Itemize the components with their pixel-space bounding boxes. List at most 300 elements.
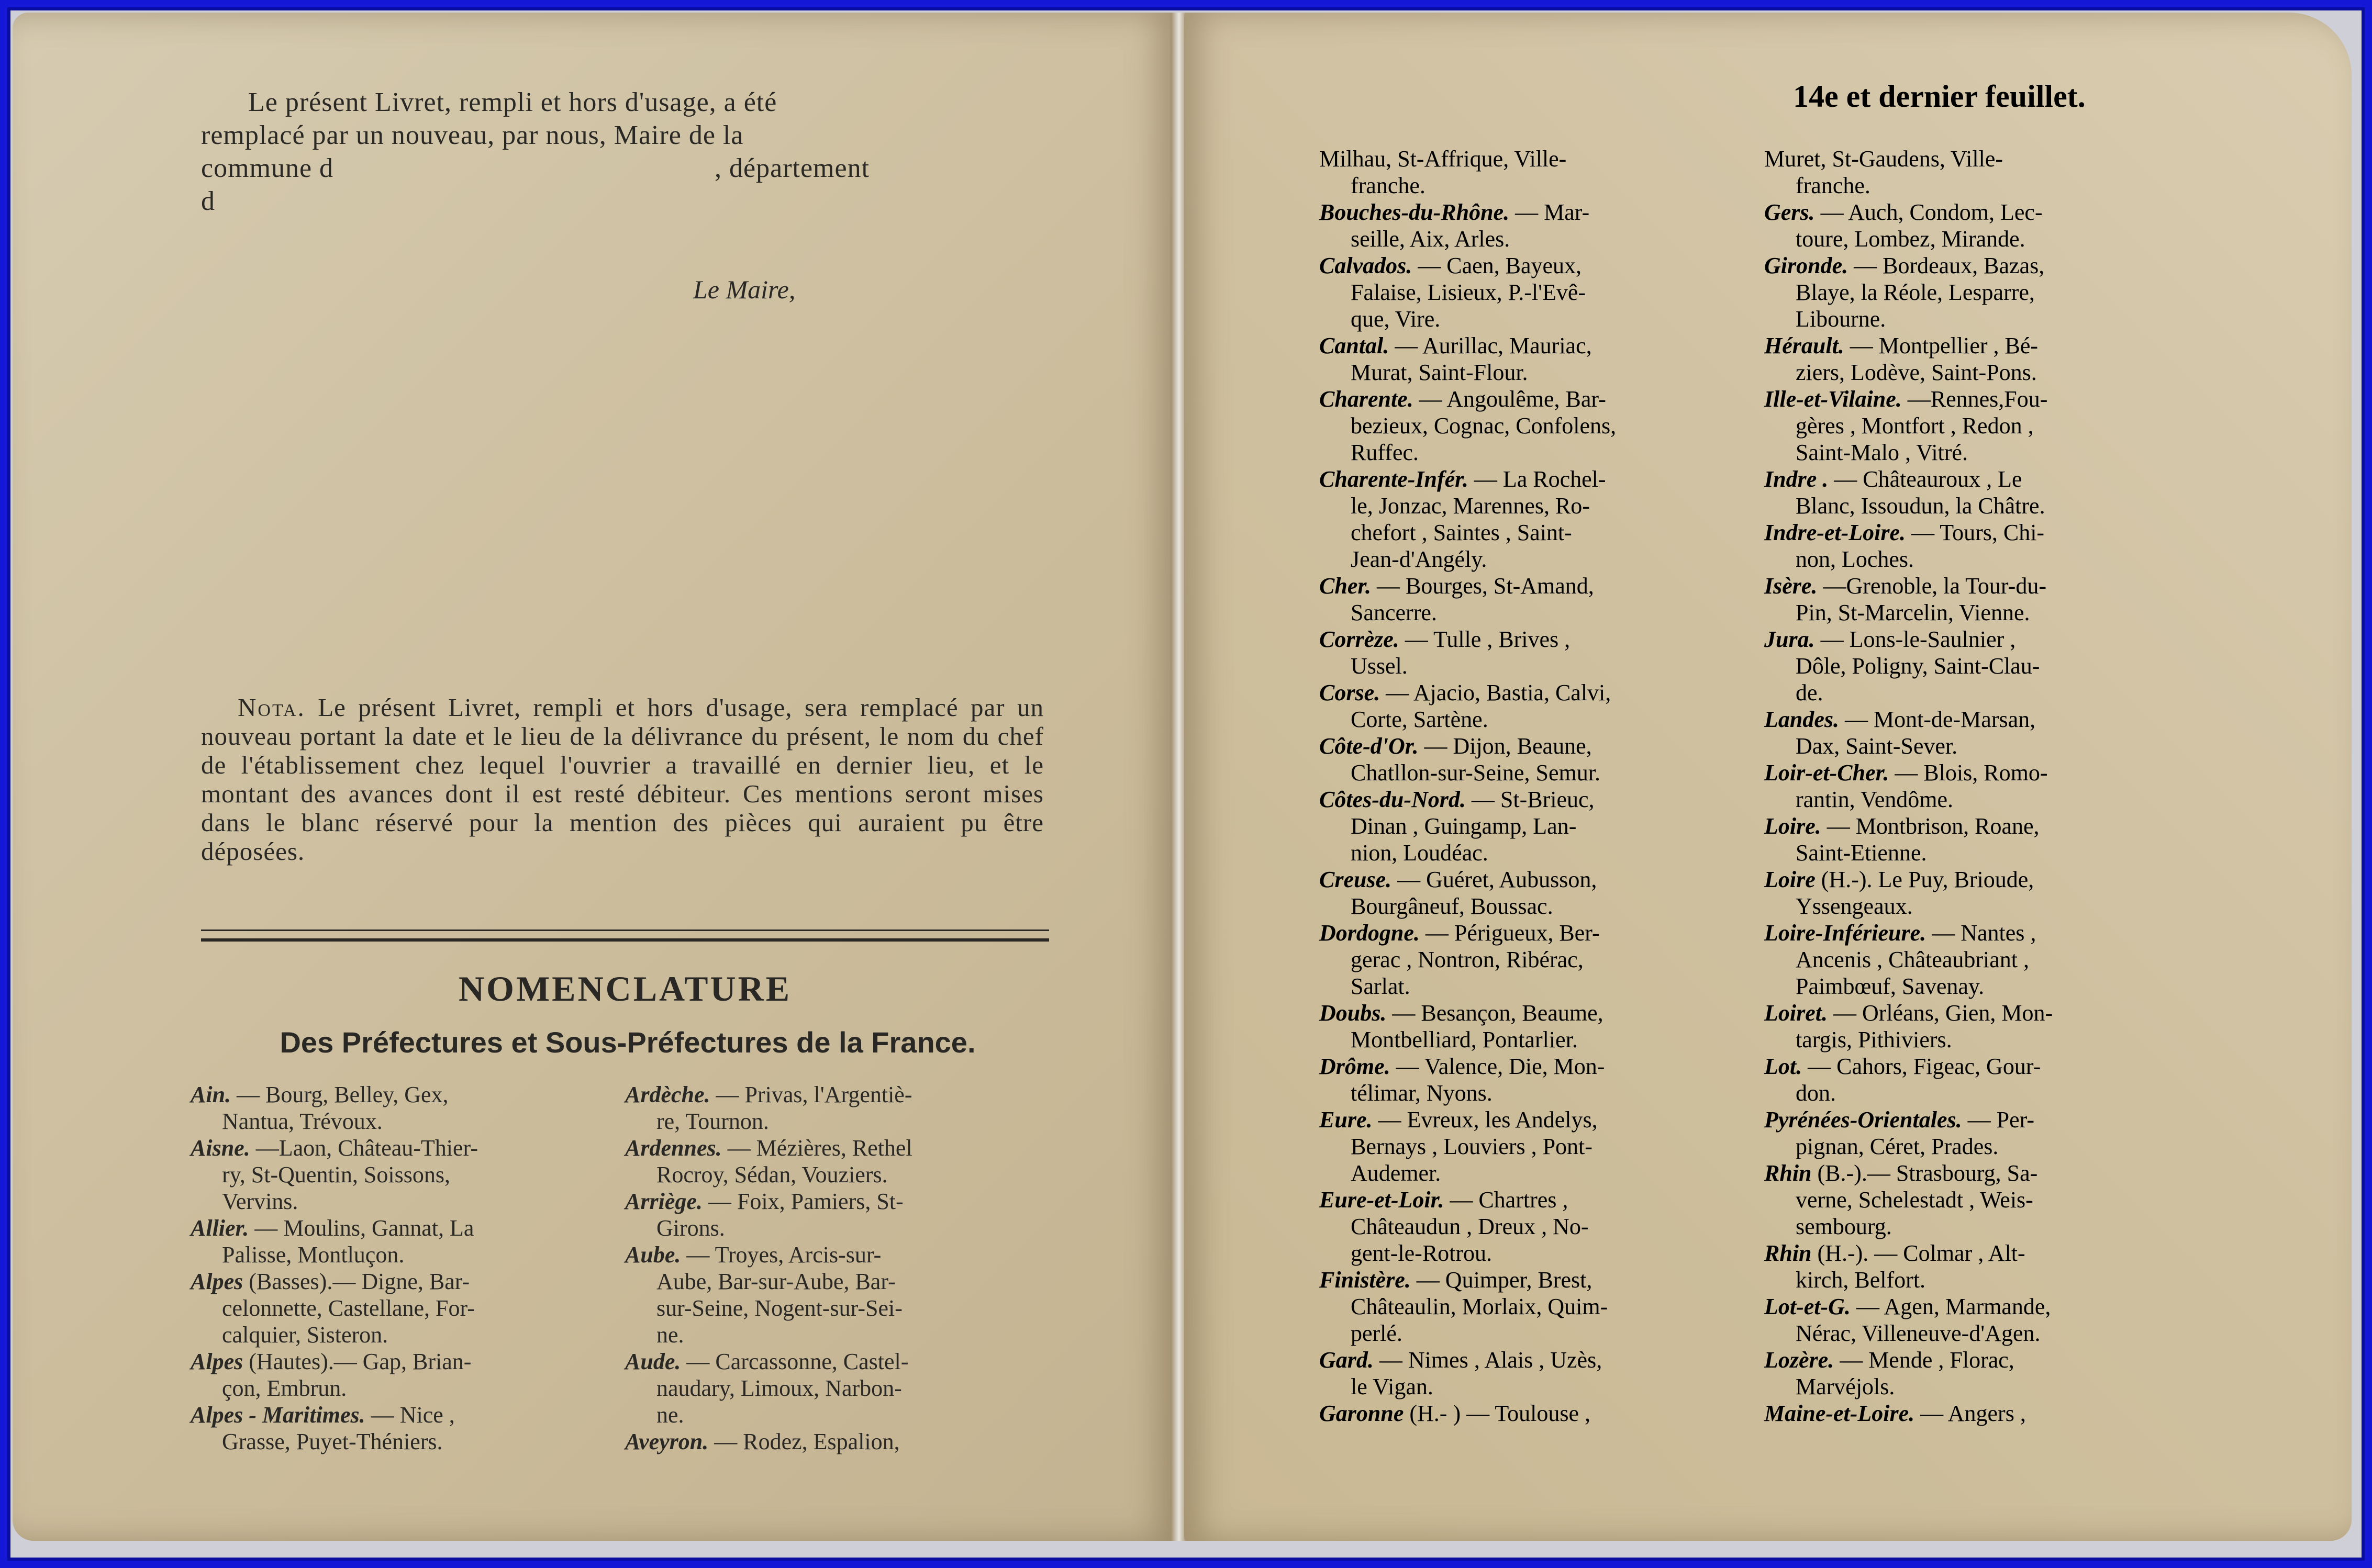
prefecture-entry xyxy=(1319,466,1738,573)
entry-line xyxy=(1319,599,1738,626)
towns-text: Blaye, la Réole, Lesparre, xyxy=(1796,279,2035,305)
towns-text: (B.-).— Strasbourg, Sa- xyxy=(1817,1160,2038,1186)
prefecture-entry xyxy=(1319,1186,1738,1267)
towns-text: — Ajacio, Bastia, Calvi, xyxy=(1386,680,1611,705)
entry-line xyxy=(1764,893,2173,920)
entry-line xyxy=(1319,1400,1738,1427)
prefecture-entry xyxy=(1319,145,1738,199)
entry-line xyxy=(1764,359,2173,386)
prefecture-entry xyxy=(1319,252,1738,332)
entry-line xyxy=(1319,839,1738,866)
entry-line xyxy=(625,1241,1044,1268)
entry-line xyxy=(1319,920,1738,946)
towns-text: gent-le-Rotrou. xyxy=(1351,1240,1493,1266)
entry-line xyxy=(1319,1213,1738,1240)
entry-line xyxy=(1319,679,1738,706)
prefecture-entry xyxy=(1764,1400,2173,1427)
towns-text: perlé. xyxy=(1351,1320,1402,1346)
towns-text: — Nice , xyxy=(371,1402,455,1428)
entry-line xyxy=(1764,1293,2173,1320)
towns-text: ry, St-Quentin, Soissons, xyxy=(222,1162,450,1188)
towns-text: (H.-). Le Puy, Brioude, xyxy=(1821,867,2034,892)
towns-text: — Bordeaux, Bazas, xyxy=(1854,253,2045,278)
entry-line xyxy=(625,1135,1044,1161)
notice-line: Le présent Livret, rempli et hors d'usage, a été xyxy=(248,87,777,117)
prefecture-entry xyxy=(625,1135,1044,1188)
entry-line xyxy=(625,1268,1044,1295)
nota-paragraph xyxy=(201,693,1044,866)
entry-line xyxy=(625,1215,1044,1241)
entry-line xyxy=(191,1108,609,1135)
entry-line xyxy=(1319,813,1738,839)
entry-line xyxy=(1319,1160,1738,1186)
prefecture-entry xyxy=(1764,386,2173,466)
entry-line xyxy=(1319,546,1738,573)
towns-text: —Laon, Château-Thier- xyxy=(255,1135,478,1161)
towns-text: (H.-). — Colmar , Alt- xyxy=(1817,1240,2025,1266)
entry-line xyxy=(1764,653,2173,679)
entry-line xyxy=(1764,733,2173,759)
towns-text: Bourgâneuf, Boussac. xyxy=(1351,893,1553,919)
entry-line xyxy=(1319,1186,1738,1213)
entry-line xyxy=(191,1241,609,1268)
prefecture-entry xyxy=(1319,332,1738,386)
towns-text: — Valence, Die, Mon- xyxy=(1396,1054,1605,1079)
entry-line xyxy=(625,1108,1044,1135)
entry-line xyxy=(1319,145,1738,172)
towns-text: seille, Aix, Arles. xyxy=(1351,226,1510,252)
entry-line xyxy=(1319,1000,1738,1026)
towns-text: — Aurillac, Mauriac, xyxy=(1395,333,1592,359)
towns-text: sembourg. xyxy=(1796,1214,1892,1239)
department-name: Dordogne. xyxy=(1319,920,1420,946)
towns-text: Chatllon-sur-Seine, Semur. xyxy=(1351,760,1600,786)
towns-text: Ussel. xyxy=(1351,653,1408,679)
towns-text: — Tulle , Brives , xyxy=(1405,626,1571,652)
prefecture-entry xyxy=(1319,1347,1738,1400)
entry-line xyxy=(1319,946,1738,973)
prefecture-entry xyxy=(1319,386,1738,466)
entry-line xyxy=(191,1135,609,1161)
towns-text: Corte, Sartène. xyxy=(1351,707,1488,732)
left-page xyxy=(13,13,1174,1541)
towns-text: Audemer. xyxy=(1351,1160,1441,1186)
towns-text: bezieux, Cognac, Confolens, xyxy=(1351,413,1617,439)
towns-text: — Angers , xyxy=(1920,1401,2026,1426)
towns-text: — Blois, Romo- xyxy=(1895,760,2048,786)
prefecture-entry xyxy=(1764,866,2173,920)
department-name: Loir-et-Cher. xyxy=(1764,760,1889,786)
prefecture-entry xyxy=(1319,573,1738,626)
entry-line xyxy=(1764,1053,2173,1080)
prefecture-entry xyxy=(1764,1160,2173,1240)
prefecture-entry xyxy=(1319,786,1738,866)
entry-line xyxy=(1319,199,1738,226)
prefecture-entry xyxy=(1764,706,2173,759)
entry-line xyxy=(1319,893,1738,920)
towns-text: ne. xyxy=(656,1402,684,1428)
prefecture-entry xyxy=(1764,1347,2173,1400)
notice-line: commune d , département xyxy=(201,153,870,183)
department-name: Aveyron. xyxy=(625,1429,709,1454)
entry-line xyxy=(1764,1186,2173,1213)
entry-line xyxy=(1764,599,2173,626)
entry-line xyxy=(191,1161,609,1188)
entry-line xyxy=(191,1375,609,1402)
department-name: Côte-d'Or. xyxy=(1319,733,1419,759)
entry-line xyxy=(1764,946,2173,973)
entry-line xyxy=(1764,973,2173,1000)
towns-text: — Mende , Florac, xyxy=(1840,1347,2014,1373)
department-name: Aude. xyxy=(625,1349,681,1374)
entry-line xyxy=(1319,439,1738,466)
entry-line xyxy=(1764,1347,2173,1373)
entry-line xyxy=(1319,492,1738,519)
towns-text: non, Loches. xyxy=(1796,546,1914,572)
department-name: Eure-et-Loir. xyxy=(1319,1187,1444,1213)
department-name: Ardennes. xyxy=(625,1135,722,1161)
entry-line xyxy=(1764,1400,2173,1427)
entry-line xyxy=(1764,439,2173,466)
entry-line xyxy=(1764,1000,2173,1026)
towns-text: Rocroy, Sédan, Vouziers. xyxy=(656,1162,888,1188)
towns-text: re, Tournon. xyxy=(656,1108,769,1134)
department-name: Cantal. xyxy=(1319,333,1389,359)
towns-text: Dôle, Poligny, Saint-Clau- xyxy=(1796,653,2040,679)
entry-line xyxy=(1319,1106,1738,1133)
towns-text: Girons. xyxy=(656,1215,725,1241)
department-name: Aube. xyxy=(625,1242,681,1268)
department-name: Gironde. xyxy=(1764,253,1848,278)
towns-text: — Mont-de-Marsan, xyxy=(1845,707,2036,732)
towns-text: —Grenoble, la Tour-du- xyxy=(1823,573,2046,599)
towns-text: rantin, Vendôme. xyxy=(1796,787,1954,812)
department-name: Alpes xyxy=(191,1349,243,1374)
department-name: Gard. xyxy=(1319,1347,1374,1373)
towns-text: — Rodez, Espalion, xyxy=(714,1429,900,1454)
towns-text: Muret, St-Gaudens, Ville- xyxy=(1764,146,2003,172)
entry-line xyxy=(1319,1293,1738,1320)
towns-text: Pin, St-Marcelin, Vienne. xyxy=(1796,600,2030,625)
entry-line xyxy=(1319,226,1738,252)
department-name: Eure. xyxy=(1319,1107,1373,1133)
replacement-notice xyxy=(201,86,1054,218)
towns-text: — Besançon, Beaume, xyxy=(1392,1000,1603,1026)
prefecture-entry xyxy=(191,1135,609,1215)
towns-text: — Lons-le-Saulnier , xyxy=(1820,626,2016,652)
department-name: Alpes - Maritimes. xyxy=(191,1402,365,1428)
towns-text: — Auch, Condom, Lec- xyxy=(1820,199,2043,225)
towns-text: celonnette, Castellane, For- xyxy=(222,1295,475,1321)
prefecture-entry xyxy=(625,1348,1044,1428)
entry-line xyxy=(1764,172,2173,199)
entry-line xyxy=(1764,786,2173,813)
entry-line xyxy=(1319,412,1738,439)
towns-text: (Hautes).— Gap, Brian- xyxy=(249,1349,472,1374)
right-column-1 xyxy=(1319,145,1738,1427)
towns-text: Libourne. xyxy=(1796,306,1886,332)
department-name: Indre . xyxy=(1764,466,1829,492)
department-name: Pyrénées-Orientales. xyxy=(1764,1107,1962,1133)
towns-text: Nantua, Trévoux. xyxy=(222,1108,383,1134)
entry-line xyxy=(625,1295,1044,1321)
towns-text: Châteaulin, Morlaix, Quim- xyxy=(1351,1294,1608,1319)
towns-text: Sancerre. xyxy=(1351,600,1437,625)
department-name: Loire. xyxy=(1764,813,1821,839)
prefecture-entry xyxy=(1319,733,1738,786)
towns-text: Montbelliard, Pontarlier. xyxy=(1351,1027,1578,1052)
towns-text: Jean-d'Angély. xyxy=(1351,546,1487,572)
towns-text: — Cahors, Figeac, Gour- xyxy=(1808,1054,2041,1079)
towns-text: Dinan , Guingamp, Lan- xyxy=(1351,813,1577,839)
prefecture-entry xyxy=(191,1215,609,1268)
towns-text: Ancenis , Châteaubriant , xyxy=(1796,947,2029,972)
department-name: Lot-et-G. xyxy=(1764,1294,1851,1319)
department-name: Ain. xyxy=(191,1082,231,1107)
entry-line xyxy=(191,1188,609,1215)
entry-line xyxy=(191,1215,609,1241)
entry-line xyxy=(1319,359,1738,386)
department-name: Garonne xyxy=(1319,1401,1404,1426)
towns-text: Saint-Etienne. xyxy=(1796,840,1927,866)
entry-line xyxy=(1764,920,2173,946)
towns-text: targis, Pithiviers. xyxy=(1796,1027,1952,1052)
towns-text: — Troyes, Arcis-sur- xyxy=(686,1242,882,1268)
towns-text: — Montbrison, Roane, xyxy=(1827,813,2040,839)
department-name: Ardèche. xyxy=(625,1082,710,1107)
towns-text: — Châteauroux , Le xyxy=(1834,466,2022,492)
entry-line xyxy=(625,1402,1044,1428)
department-name: Hérault. xyxy=(1764,333,1844,359)
left-column-2 xyxy=(625,1081,1044,1455)
entry-line xyxy=(625,1375,1044,1402)
prefecture-entry xyxy=(1319,679,1738,733)
prefecture-entry xyxy=(1319,199,1738,252)
entry-line xyxy=(191,1348,609,1375)
department-name: Gers. xyxy=(1764,199,1815,225)
entry-line xyxy=(1764,1160,2173,1186)
entry-line xyxy=(1319,1347,1738,1373)
towns-text: Blanc, Issoudun, la Châtre. xyxy=(1796,493,2045,519)
department-name: Calvados. xyxy=(1319,253,1412,278)
entry-line xyxy=(1764,679,2173,706)
towns-text: Saint-Malo , Vitré. xyxy=(1796,440,1968,465)
entry-line xyxy=(1764,226,2173,252)
towns-text: Murat, Saint-Flour. xyxy=(1351,360,1528,385)
towns-text: — Nantes , xyxy=(1932,920,2036,946)
entry-line xyxy=(1764,466,2173,492)
towns-text: de. xyxy=(1796,680,1823,705)
entry-line xyxy=(191,1268,609,1295)
prefecture-entry xyxy=(1764,199,2173,252)
prefecture-entry xyxy=(1319,1053,1738,1106)
entry-line xyxy=(1764,626,2173,653)
towns-text: Bernays , Louviers , Pont- xyxy=(1351,1134,1593,1159)
towns-text: — Evreux, les Andelys, xyxy=(1378,1107,1598,1133)
department-name: Jura. xyxy=(1764,626,1815,652)
entry-line xyxy=(1319,1267,1738,1293)
entry-line xyxy=(1764,1373,2173,1400)
department-name: Loire-Inférieure. xyxy=(1764,920,1926,946)
entry-line xyxy=(1764,759,2173,786)
towns-text: Ruffec. xyxy=(1351,440,1419,465)
department-name: Charente-Infér. xyxy=(1319,466,1468,492)
entry-line xyxy=(1319,1373,1738,1400)
department-name: Rhin xyxy=(1764,1160,1812,1186)
entry-line xyxy=(1319,786,1738,813)
towns-text: — Guéret, Aubusson, xyxy=(1397,867,1597,892)
nomenclature-title: NOMENCLATURE xyxy=(458,969,792,1009)
entry-line xyxy=(1764,573,2173,599)
entry-line xyxy=(191,1081,609,1108)
towns-text: sur-Seine, Nogent-sur-Sei- xyxy=(656,1295,903,1321)
towns-text: gerac , Nontron, Ribérac, xyxy=(1351,947,1584,972)
towns-text: — Carcassonne, Castel- xyxy=(686,1349,909,1374)
towns-text: Milhau, St-Affrique, Ville- xyxy=(1319,146,1567,172)
towns-text: Palisse, Montluçon. xyxy=(222,1242,405,1268)
entry-line xyxy=(1764,306,2173,332)
nomenclature-subtitle: Des Préfectures et Sous-Préfectures de la France. xyxy=(280,1026,976,1059)
department-name: Doubs. xyxy=(1319,1000,1387,1026)
towns-text: le, Jonzac, Marennes, Ro- xyxy=(1351,493,1590,519)
entry-line xyxy=(1319,172,1738,199)
towns-text: franche. xyxy=(1796,173,1870,198)
towns-text: gères , Montfort , Redon , xyxy=(1796,413,2034,439)
department-name: Indre-et-Loire. xyxy=(1764,520,1906,545)
towns-text: Châteaudun , Dreux , No- xyxy=(1351,1214,1589,1239)
prefecture-entry xyxy=(1764,332,2173,386)
department-name: Alpes xyxy=(191,1269,243,1294)
towns-text: — Bourges, St-Amand, xyxy=(1377,573,1594,599)
towns-text: — Orléans, Gien, Mon- xyxy=(1833,1000,2053,1026)
entry-line xyxy=(1764,386,2173,412)
towns-text: — Mar- xyxy=(1515,199,1590,225)
towns-text: Paimbœuf, Savenay. xyxy=(1796,973,1985,999)
towns-text: — Bourg, Belley, Gex, xyxy=(237,1082,449,1107)
department-name: Lozère. xyxy=(1764,1347,1834,1373)
left-column-1 xyxy=(191,1081,609,1455)
towns-text: naudary, Limoux, Narbon- xyxy=(656,1375,902,1401)
prefecture-entry xyxy=(625,1188,1044,1241)
towns-text: — St-Brieuc, xyxy=(1471,787,1595,812)
towns-text: — Caen, Bayeux, xyxy=(1418,253,1582,278)
towns-text: — Foix, Pamiers, St- xyxy=(708,1189,904,1214)
prefecture-entry xyxy=(191,1348,609,1402)
towns-text: télimar, Nyons. xyxy=(1351,1080,1493,1106)
towns-text: Marvéjols. xyxy=(1796,1374,1895,1399)
entry-line xyxy=(625,1428,1044,1455)
entry-line xyxy=(1764,546,2173,573)
department-name: Maine-et-Loire. xyxy=(1764,1401,1915,1426)
entry-line xyxy=(1319,306,1738,332)
prefecture-entry xyxy=(191,1268,609,1348)
entry-line xyxy=(1319,1026,1738,1053)
entry-line xyxy=(1319,1053,1738,1080)
prefecture-entry xyxy=(1764,519,2173,573)
towns-text: ziers, Lodève, Saint-Pons. xyxy=(1796,360,2037,385)
right-column-2 xyxy=(1764,145,2173,1427)
department-name: Ille-et-Vilaine. xyxy=(1764,386,1902,412)
entry-line xyxy=(191,1295,609,1321)
prefecture-entry xyxy=(1319,626,1738,679)
prefecture-entry xyxy=(1319,1000,1738,1053)
department-name: Côtes-du-Nord. xyxy=(1319,787,1466,812)
towns-text: (Basses).— Digne, Bar- xyxy=(249,1269,470,1294)
towns-text: chefort , Saintes , Saint- xyxy=(1351,520,1572,545)
towns-text: — Nimes , Alais , Uzès, xyxy=(1379,1347,1602,1373)
prefecture-entry xyxy=(1764,1293,2173,1347)
entry-line xyxy=(1319,626,1738,653)
towns-text: çon, Embrun. xyxy=(222,1375,347,1401)
prefecture-entry xyxy=(625,1428,1044,1455)
entry-line xyxy=(1319,973,1738,1000)
entry-line xyxy=(1764,1320,2173,1347)
towns-text: pignan, Céret, Prades. xyxy=(1796,1134,1999,1159)
entry-line xyxy=(1319,1240,1738,1267)
department-name: Lot. xyxy=(1764,1054,1802,1079)
prefecture-entry xyxy=(625,1081,1044,1135)
nota-text: Le présent Livret, rempli et hors d'usage, sera remplacé par un nouveau portant la date et le lieu de la délivrance du présent, le nom du chef de l'établissement chez lequel l'ouvrier a travaillé en dernier lieu, et le montant des avances dont il est resté débiteur. Ces mentions seront mises dans le blanc réservé pour la mention des pièces qui auraient pu être déposées. xyxy=(201,693,1044,866)
prefecture-entry xyxy=(1764,920,2173,1000)
entry-line xyxy=(1319,759,1738,786)
entry-line xyxy=(1764,279,2173,306)
towns-text: Vervins. xyxy=(222,1189,298,1214)
entry-line xyxy=(1319,1133,1738,1160)
entry-line xyxy=(625,1188,1044,1215)
prefecture-entry xyxy=(1764,1106,2173,1160)
entry-line xyxy=(625,1348,1044,1375)
prefecture-entry xyxy=(1764,1000,2173,1053)
entry-line xyxy=(1764,1133,2173,1160)
entry-line xyxy=(1764,199,2173,226)
prefecture-entry xyxy=(1764,1240,2173,1293)
entry-line xyxy=(1764,412,2173,439)
entry-line xyxy=(1764,706,2173,733)
department-name: Arriège. xyxy=(625,1189,703,1214)
prefecture-entry xyxy=(1764,252,2173,332)
notice-line: remplacé par un nouveau, par nous, Maire de la xyxy=(201,120,744,150)
department-name: Corse. xyxy=(1319,680,1380,705)
department-name: Allier. xyxy=(191,1215,249,1241)
entry-line xyxy=(1319,332,1738,359)
department-name: Finistère. xyxy=(1319,1267,1411,1293)
prefecture-entry xyxy=(191,1402,609,1455)
department-name: Bouches-du-Rhône. xyxy=(1319,199,1510,225)
towns-text: — Tours, Chi- xyxy=(1911,520,2045,545)
entry-line xyxy=(625,1161,1044,1188)
towns-text: que, Vire. xyxy=(1351,306,1441,332)
entry-line xyxy=(1764,492,2173,519)
towns-text: (H.- ) — Toulouse , xyxy=(1409,1401,1590,1426)
prefecture-entry xyxy=(1764,813,2173,866)
entry-line xyxy=(1319,653,1738,679)
department-name: Charente. xyxy=(1319,386,1413,412)
entry-line xyxy=(625,1321,1044,1348)
entry-line xyxy=(1319,733,1738,759)
prefecture-entry xyxy=(1319,1106,1738,1186)
towns-text: Sarlat. xyxy=(1351,973,1410,999)
towns-text: le Vigan. xyxy=(1351,1374,1433,1399)
prefecture-entry xyxy=(1764,466,2173,519)
entry-line xyxy=(1764,332,2173,359)
entry-line xyxy=(1764,1240,2173,1267)
entry-line xyxy=(191,1402,609,1428)
towns-text: kirch, Belfort. xyxy=(1796,1267,1926,1293)
nota-label: Nota. xyxy=(238,693,306,722)
entry-line xyxy=(1319,573,1738,599)
towns-text: — Chartres , xyxy=(1450,1187,1568,1213)
entry-line xyxy=(1319,866,1738,893)
